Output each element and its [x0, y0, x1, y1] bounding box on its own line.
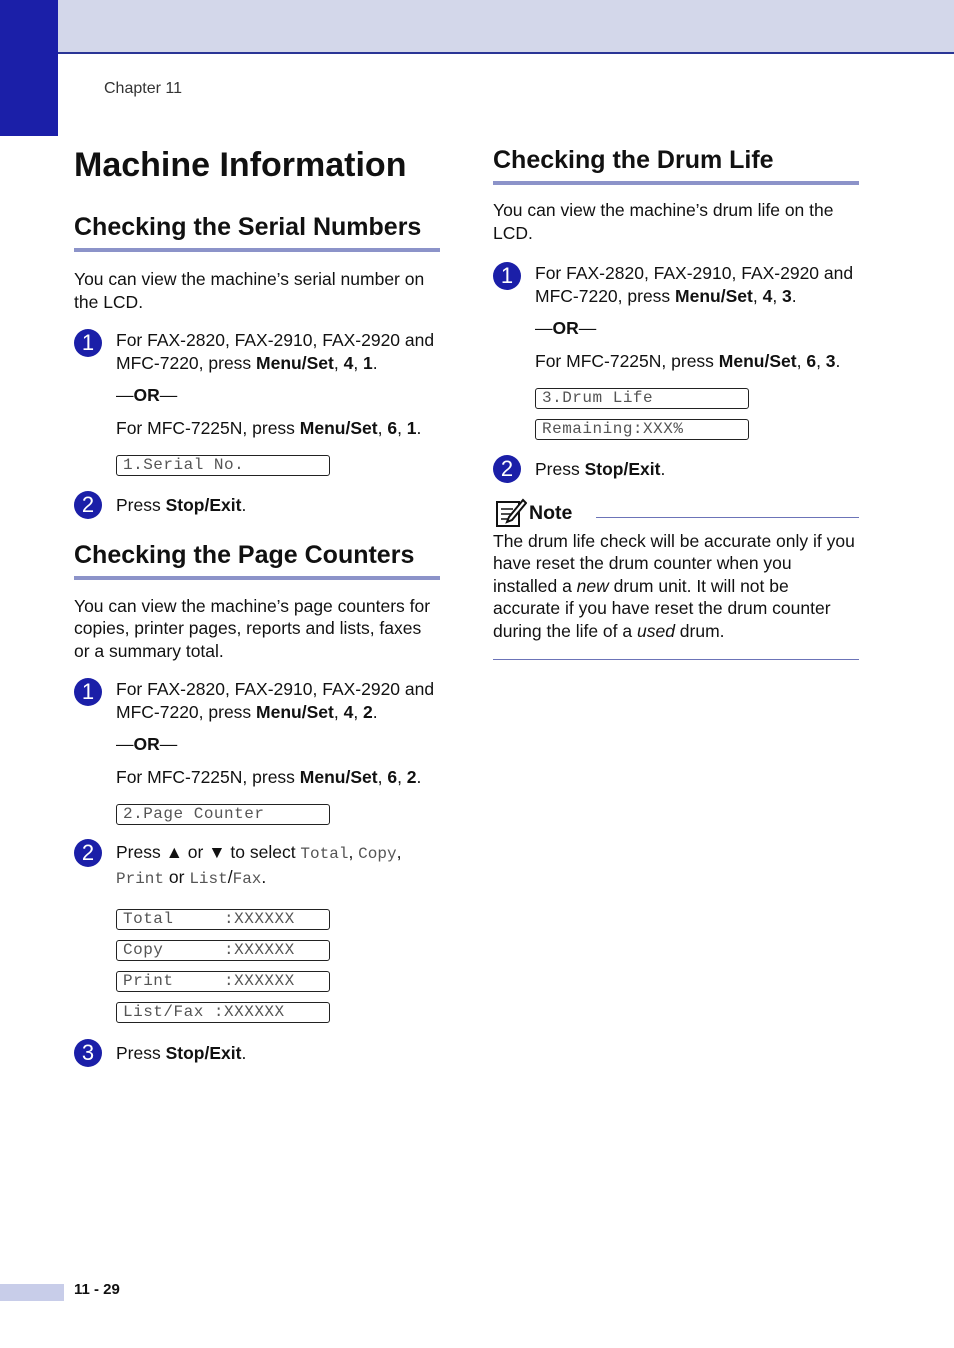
serial-step-1-text: For FAX-2820, FAX-2910, FAX-2920 and MFC-7220, press Menu/Set, 4, 1.	[116, 330, 435, 373]
chapter-label: Chapter 11	[104, 80, 182, 97]
page-title: Machine Information	[74, 146, 407, 184]
serial-alt-text: For MFC-7225N, press Menu/Set, 6, 1.	[116, 417, 422, 438]
step-number-badge: 1	[74, 329, 102, 357]
serial-step-2	[74, 491, 440, 517]
lcd-line-remaining: Remaining:XXX%	[535, 419, 749, 440]
page-number: 11 - 29	[74, 1281, 120, 1298]
or-separator: —OR—	[535, 318, 597, 338]
note-body: The drum life check will be accurate only if you have reset the drum counter when you installed a new drum unit. It will not be accurate if you have reset the drum counter during the life of a used drum.	[493, 530, 855, 641]
drum-step-1	[493, 262, 859, 372]
chapter-tab	[0, 0, 58, 136]
pages-heading: Checking the Page Counters	[74, 539, 440, 580]
lcd-line-list-fax: List/Fax :XXXXXX	[116, 1002, 330, 1023]
pages-intro: You can view the machine’s page counters for copies, printer pages, reports and lists, faxes or a summary total.	[74, 595, 431, 661]
serial-step-2-text: Press Stop/Exit.	[116, 495, 247, 515]
lcd-line-total: Total :XXXXXX	[116, 909, 330, 930]
drum-step-2-text: Press Stop/Exit.	[535, 459, 666, 479]
serial-heading: Checking the Serial Numbers	[74, 211, 440, 252]
drum-alt-text: For MFC-7225N, press Menu/Set, 6, 3.	[535, 350, 841, 371]
step-number-badge: 2	[493, 455, 521, 483]
step-number-badge: 1	[74, 678, 102, 706]
pages-step-2-text: Press ▲ or ▼ to select Total, Copy, Print or List/Fax.	[116, 842, 402, 888]
drum-step-2	[493, 455, 859, 481]
lcd-line-copy: Copy :XXXXXX	[116, 940, 330, 961]
footer-bar	[0, 1284, 64, 1301]
note-header	[493, 498, 859, 528]
drum-heading: Checking the Drum Life	[493, 144, 859, 185]
serial-intro: You can view the machine’s serial number on the LCD.	[74, 269, 425, 312]
right-column	[493, 140, 859, 660]
serial-step-1	[74, 329, 440, 439]
lcd-display: 2.Page Counter	[116, 804, 330, 825]
top-band	[0, 0, 954, 54]
step-number-badge: 1	[493, 262, 521, 290]
note-label: Note	[529, 501, 573, 524]
lcd-line-print: Print :XXXXXX	[116, 971, 330, 992]
step-number-badge: 2	[74, 839, 102, 867]
lcd-display: 1.Serial No.	[116, 455, 330, 476]
pages-step-1	[74, 678, 440, 788]
step-number-badge: 3	[74, 1039, 102, 1067]
pages-alt-text: For MFC-7225N, press Menu/Set, 6, 2.	[116, 766, 422, 787]
note-pencil-icon	[495, 498, 527, 528]
drum-intro: You can view the machine’s drum life on the LCD.	[493, 200, 834, 243]
pages-step-3-text: Press Stop/Exit.	[116, 1043, 247, 1063]
note-top-rule	[596, 517, 859, 518]
or-separator: —OR—	[116, 385, 178, 405]
left-column	[74, 140, 440, 1065]
pages-step-3	[74, 1039, 440, 1065]
lcd-line-drum-life: 3.Drum Life	[535, 388, 749, 409]
drum-step-1-text: For FAX-2820, FAX-2910, FAX-2920 and MFC-7220, press Menu/Set, 4, 3.	[535, 263, 854, 306]
note-bottom-rule	[493, 659, 859, 660]
pages-step-2	[74, 839, 440, 890]
step-number-badge: 2	[74, 491, 102, 519]
or-separator: —OR—	[116, 734, 178, 754]
pages-step-1-text: For FAX-2820, FAX-2910, FAX-2920 and MFC-7220, press Menu/Set, 4, 2.	[116, 679, 435, 722]
